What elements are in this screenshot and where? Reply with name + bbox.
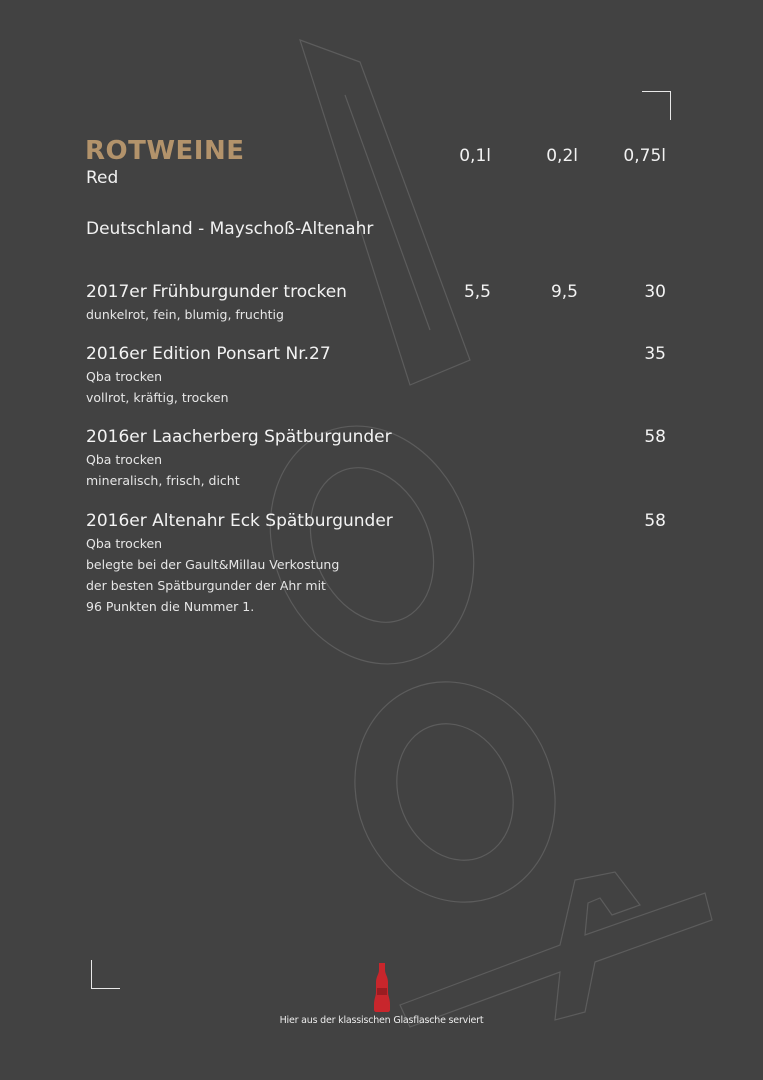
wine-name: 2016er Altenahr Eck Spätburgunder: [86, 511, 393, 531]
corner-mark-bottom-left: [91, 960, 120, 989]
wine-item: [86, 281, 666, 325]
wine-description: dunkelrot, fein, blumig, fruchtig: [86, 307, 284, 322]
wine-name: 2017er Frühburgunder trocken: [86, 282, 347, 302]
price-bottle: 35: [644, 344, 666, 364]
wine-description-line: der besten Spätburgunder der Ahr mit: [86, 578, 326, 593]
section-title: ROTWEINE: [85, 136, 245, 166]
wine-description-line: Qba trocken: [86, 536, 163, 551]
price-bottle: 58: [644, 427, 666, 447]
section-subtitle: Red: [86, 168, 119, 188]
wine-item: [86, 510, 666, 617]
wine-item: [86, 426, 666, 491]
region-heading: Deutschland - Mayschoß-Altenahr: [86, 219, 374, 239]
wine-description-line: Qba trocken: [86, 369, 163, 384]
wine-name: 2016er Laacherberg Spätburgunder: [86, 427, 392, 447]
price-bottle: 30: [644, 282, 666, 302]
corner-mark-top-right: [642, 91, 671, 120]
wine-description: [86, 533, 666, 617]
wine-description-line: belegte bei der Gault&Millau Verkostung: [86, 557, 340, 572]
size-header-small: 0,1l: [459, 146, 491, 166]
wine-name: 2016er Edition Ponsart Nr.27: [86, 344, 331, 364]
wine-description: [86, 366, 666, 408]
size-header-medium: 0,2l: [546, 146, 578, 166]
size-header-bottle: 0,75l: [623, 146, 666, 166]
wine-description-line: 96 Punkten die Nummer 1.: [86, 599, 255, 614]
price-bottle: 58: [644, 511, 666, 531]
wine-description-line: vollrot, kräftig, trocken: [86, 390, 229, 405]
footer-note: Hier aus der klassischen Glasflasche serviert: [279, 1015, 484, 1026]
wine-item: [86, 343, 666, 408]
price-medium: 9,5: [550, 282, 578, 302]
wine-description-line: Qba trocken: [86, 452, 163, 467]
cola-bottle-icon: [371, 962, 393, 1012]
price-small: 5,5: [463, 282, 491, 302]
wine-description: [86, 449, 666, 491]
wine-description-line: mineralisch, frisch, dicht: [86, 473, 240, 488]
